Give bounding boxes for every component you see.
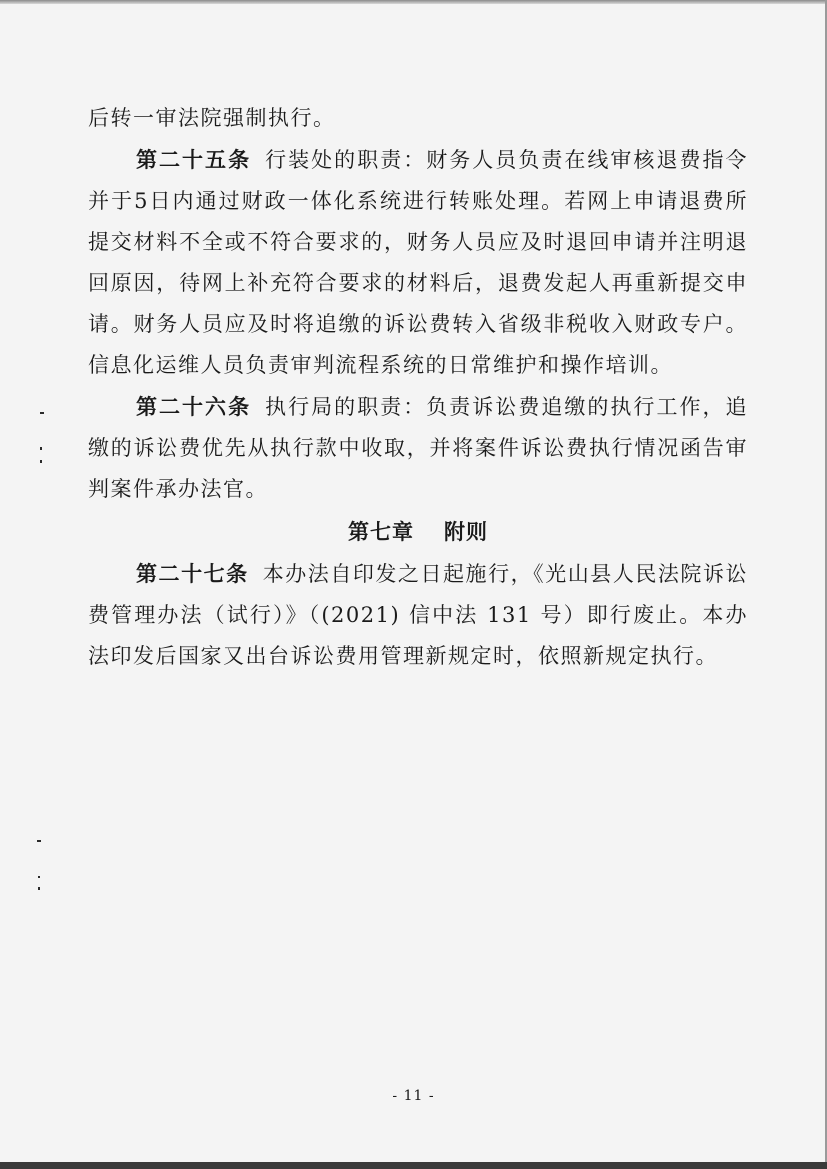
article-26: [88, 386, 748, 510]
binding-mark: [40, 412, 44, 414]
binding-mark: [40, 447, 42, 450]
article-25: [88, 139, 748, 386]
scan-bottom-edge: [0, 1162, 827, 1169]
page-number: - 11 -: [392, 1088, 435, 1104]
paragraph-continuation: [88, 98, 748, 139]
paragraph-text: 执行局的职责：负责诉讼费追缴的执行工作，追缴的诉讼费优先从执行款中收取，并将案件诉讼费执行情况函告审判案件承办法官。: [88, 395, 749, 501]
chapter-title: 附则: [444, 520, 488, 544]
document-body: [88, 98, 748, 677]
article-27: [88, 553, 748, 677]
article-number: 第二十六条: [136, 394, 252, 419]
binding-mark: [40, 460, 42, 463]
binding-mark: [37, 840, 41, 842]
article-number: 第二十五条: [136, 147, 252, 172]
chapter-number: 第七章: [348, 520, 414, 544]
article-number: 第二十七条: [136, 561, 249, 586]
binding-mark: [38, 876, 40, 878]
chapter-heading: [88, 512, 748, 553]
paragraph-text: 行装处的职责：财务人员负责在线审核退费指令并于5日内通过财政一体化系统进行转账处理。若网上申请退费所提交材料不全或不符合要求的，财务人员应及时退回申请并注明退回原因，待网上补充符合要求的材料后，退费发起人再重新提交申请。财务人员应及时将追缴的诉讼费转入省级非税收入财政专户。信息化运维人员负责审判流程系统的日常维护和操作培训。: [88, 148, 749, 377]
paragraph-text: 后转一审法院强制执行。: [88, 106, 336, 130]
binding-mark: [38, 887, 40, 890]
scan-top-edge: [0, 0, 827, 4]
paragraph-text: 本办法自印发之日起施行，《光山县人民法院诉讼费管理办法（试行）》（(2021) 信中法 131 号）即行废止。本办法印发后国家又出台诉讼费用管理新规定时，依照新规定执行。: [88, 562, 749, 668]
